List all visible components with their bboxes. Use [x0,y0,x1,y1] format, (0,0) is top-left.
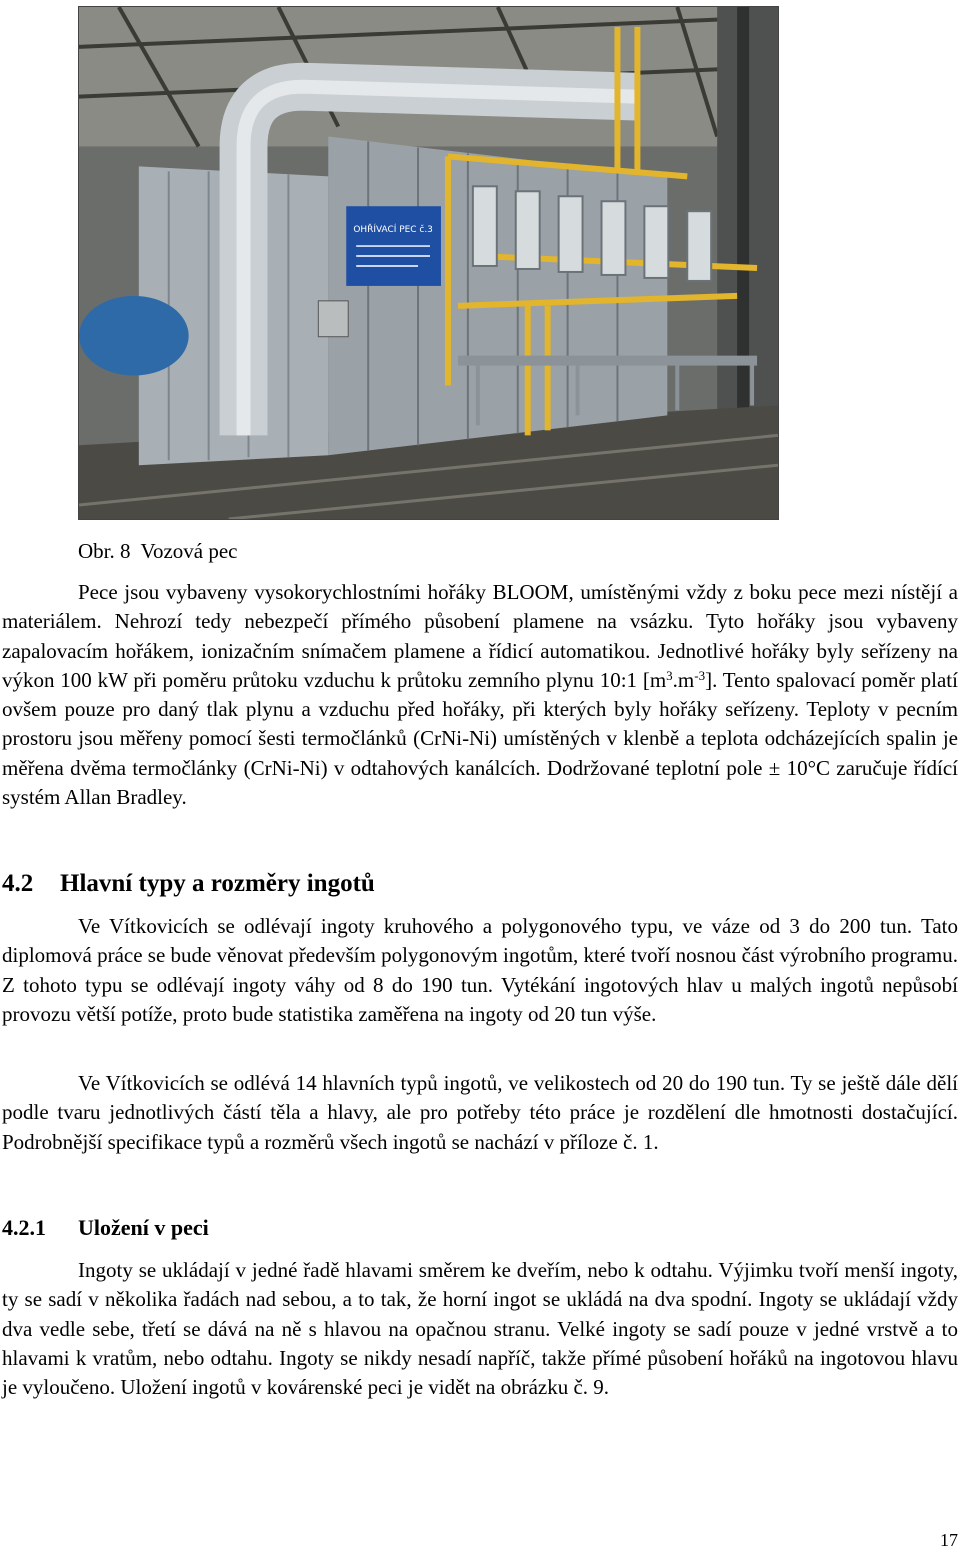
figure-caption [78,537,238,565]
superscript-minus-3: -3 [694,667,706,683]
page-number: 17 [940,1530,958,1550]
paragraph-burners-text: Pece jsou vybaveny vysokorychlostními hořáky BLOOM, umístěnými vždy z boku pece mezi nístějí a materiálem. Nehrozí tedy nebezpečí přímého působení plamene na vsázku. Tyto hořáky jsou vybaveny zapalovacím hořákem, ionizačním snímačem plamene a řídicí automatikou. Jednotlivé hořáky byly seřízeny na výkon 100 kW při poměru průtoku vzduchu k průtoku zemního plynu 10:1 [m [2,580,958,692]
heading-4-2-1-number: 4.2.1 [2,1215,46,1240]
paragraph-loading [2,1256,958,1402]
heading-4-2 [2,868,375,900]
caption-text: Vozová pec [140,539,238,563]
heading-4-2-1-text: Uložení v peci [78,1215,209,1240]
paragraph-loading-text: Ingoty se ukládají v jedné řadě hlavami směrem ke dveřím, nebo k odtahu. Výjimku tvoří menší ingoty, ty se sadí v několika řadách nad sebou, a to tak, že horní ingot se ukládá na dva spodní. Ingoty se ukládají vždy dva vedle sebe, třetí se dává na ně s hlavou na opačnou stranu. Velké ingoty se sadí pouze v jedné vrstvě a to hlavami k vratům, nebo odtahu. Ingoty se nikdy nesadí napříč, takže přímé působení hořáků na ingotovou hlavu je vyloučeno. Uložení ingotů v kovárenské peci je vidět na obrázku č. 9. [2,1258,958,1400]
furnace-photo [78,6,779,520]
paragraph-burners [2,578,958,812]
unit-m: .m [672,667,695,692]
paragraph-burners-end: ]. Tento spalovací poměr platí ovšem pouze pro daný tlak plynu a vzduchu před hořáky, při kterých byly hořáky seřízeny. Teploty v pecním prostoru jsou měřeny pomocí šesti termočlánků (CrNi-Ni) umístěných v klenbě a teplota odcházejících spalin je měřena dvěma termočlánky (CrNi-Ni) v odtahových kanálcích. Dodržované teplotní pole ± 10°C zaručuje řídící systém Allan Bradley. [2,667,958,810]
heading-4-2-text: Hlavní typy a rozměry ingotů [60,870,375,897]
paragraph-ingot-types-text: Ve Vítkovicích se odlévají ingoty kruhového a polygonového typu, ve váze od 3 do 200 tun. Tato diplomová práce se bude věnovat především polygonovým ingotům, které tvoří nosnou část výrobního programu. Z tohoto typu se odlévají ingoty váhy od 8 do 190 tun. Vytékání ingotových hlav u malých ingotů nepůsobí provozu větší potíže, proto bude statistika zaměřena na ingoty od 20 tun výše. [2,914,958,1026]
heading-4-2-number: 4.2 [2,870,34,897]
caption-number: Obr. 8 [78,539,131,563]
furnace-illustration [79,7,778,519]
paragraph-ingot-sizes-text: Ve Vítkovicích se odlévá 14 hlavních typů ingotů, ve velikostech od 20 do 190 tun. Ty se ještě dále dělí podle tvaru jednotlivých částí těla a hlavy, ale pro potřeby této práce je rozdělení dle hmotnosti dostačující. Podrobnější specifikace typů a rozměrů všech ingotů se nachází v příloze č. 1. [2,1071,958,1154]
sign-title: OHŘÍVACÍ PEC č.3 [353,225,433,236]
heading-4-2-1 [2,1213,209,1243]
superscript-3: 3 [666,667,673,683]
paragraph-ingot-sizes [2,1069,958,1157]
paragraph-ingot-types [2,912,958,1029]
